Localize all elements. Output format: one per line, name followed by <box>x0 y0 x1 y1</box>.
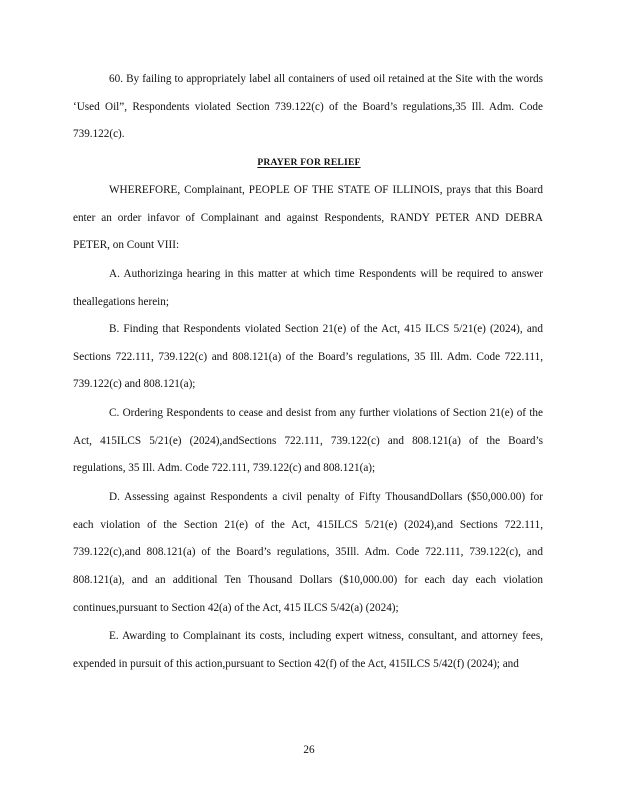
paragraph-item-d: D. Assessing against Respondents a civil penalty of Fifty ThousandDollars ($50,000.00) for each violation of the Section 21(e) of the Act, 415ILCS 5/21(e) (2024),and Sections 722.111, 739.122(c),and 808.121(a) of the Board’s regulations, 35Ill. Adm. Code 722.111, 739.122(c), and 808.121(a), and an additional Ten Thousand Dollars ($10,000.00) for each day each violation continues,pursuant to Section 42(a) of the Act, 415 ILCS 5/42(a) (2024); <box>73 491 543 614</box>
paragraph-wherefore: WHEREFORE, Complainant, PEOPLE OF THE STATE OF ILLINOIS, prays that this Board enter an order infavor of Complainant and against Respondents, RANDY PETER AND DEBRA PETER, on Count VIII: <box>73 184 543 252</box>
page-number: 26 <box>303 744 315 756</box>
paragraph-item-c: C. Ordering Respondents to cease and desist from any further violations of Section 21(e) of the Act, 415ILCS 5/21(e) (2024),andSections 722.111, 739.122(c) and 808.121(a) of the Board’s regulations, 35 Ill. Adm. Code 722.111, 739.122(c) and 808.121(a); <box>73 407 543 475</box>
heading-text: PRAYER FOR RELIEF <box>257 157 361 168</box>
paragraph-item-b: B. Finding that Respondents violated Section 21(e) of the Act, 415 ILCS 5/21(e) (2024), and Sections 722.111, 739.122(c) and 808.121(a) of the Board’s regulations, 35 Ill. Adm. Code 722.111, 739.122(c) and 808.121(a); <box>73 323 543 391</box>
paragraph-item-a: A. Authorizinga hearing in this matter at which time Respondents will be required to answer theallegations herein; <box>73 268 543 308</box>
section-heading <box>0 151 618 175</box>
paragraph-60: 60. By failing to appropriately label all containers of used oil retained at the Site with the words ‘Used Oil”, Respondents violated Section 739.122(c) of the Board’s regulations,35 Ill. Adm. Code 739.122(c). <box>73 73 543 141</box>
paragraph-item-e: E. Awarding to Complainant its costs, including expert witness, consultant, and attorney fees, expended in pursuit of this action,pursuant to Section 42(f) of the Act, 415ILCS 5/42(f) (2024); and <box>73 630 543 670</box>
